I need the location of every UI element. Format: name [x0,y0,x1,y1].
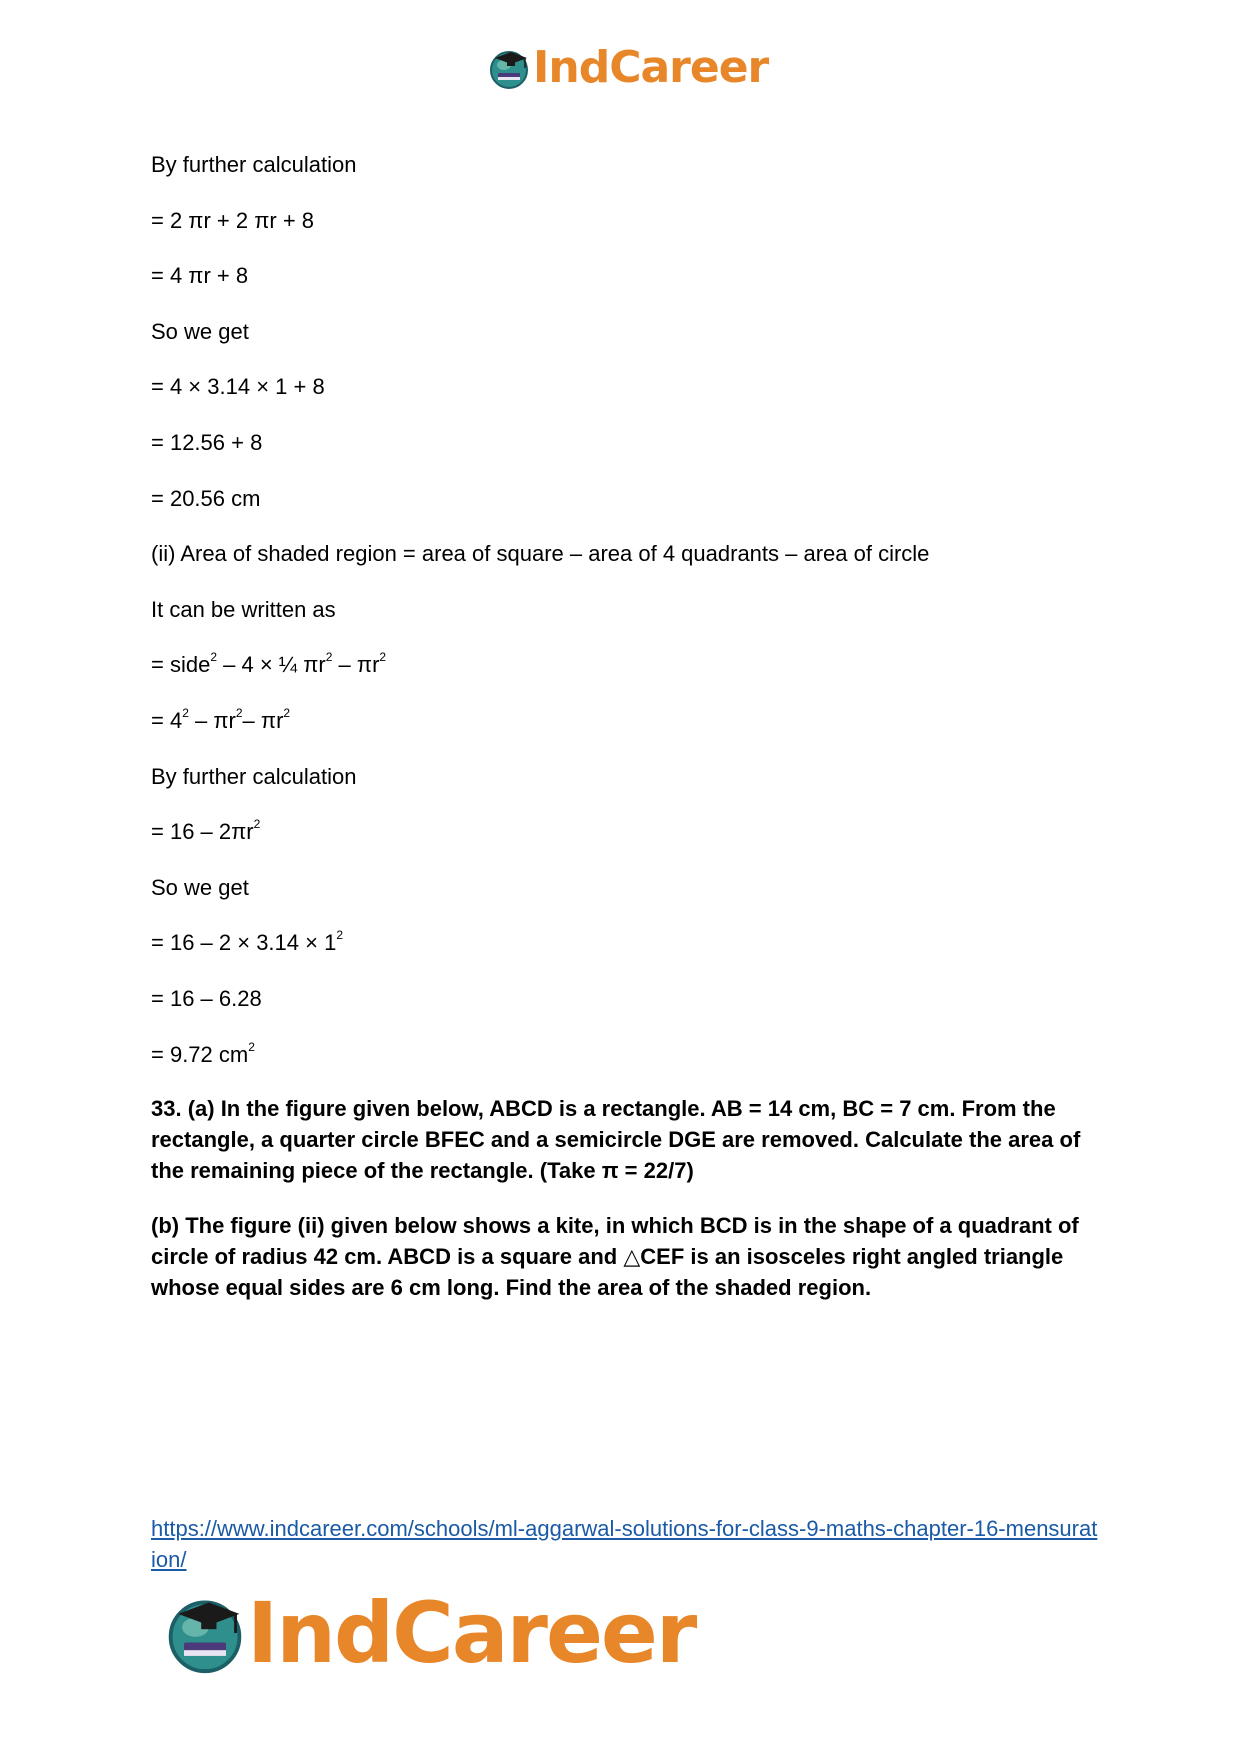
line-text: = 20.56 cm [151,486,261,511]
line-text: – πr [242,708,284,733]
solution-line [151,875,249,901]
header-logo [487,40,767,96]
solution-line [151,430,262,456]
solution-line [151,597,336,623]
line-text: By further calculation [151,764,357,789]
question-33a: 33. (a) In the figure given below, ABCD is a rectangle. AB = 14 cm, BC = 7 cm. From the rectangle, a quarter circle BFEC and a semicircle DGE are removed. Calculate the area of the remaining piece of the rectangle. (Take π = 22/7) [151,1096,1081,1183]
solution-line [151,649,387,678]
exponent: 2 [379,649,387,664]
line-text: = 2 πr + 2 πr + 8 [151,208,315,233]
source-link[interactable]: https://www.indcareer.com/schools/ml-aggarwal-solutions-for-class-9-maths-chapter-16-mensuration/ [151,1516,1098,1572]
line-text: (ii) Area of shaded region = area of square – area of 4 quadrants – area of circle [151,541,930,566]
line-text: = 9.72 cm [151,1042,249,1067]
solution-line [151,541,929,567]
line-text: = 4 [151,708,183,733]
exponent: 2 [336,927,344,942]
solution-line [151,986,262,1012]
line-text: = 4 × 3.14 × 1 + 8 [151,374,325,399]
exponent: 2 [325,649,333,664]
line-text: = 16 – 2πr [151,819,254,844]
solution-line [151,263,248,289]
solution-line [151,374,325,400]
footer-logo [163,1584,723,1682]
line-text: = 16 – 2 × 3.14 × 1 [151,930,337,955]
header-logo-text: IndCareer [533,42,769,93]
line-text: By further calculation [151,152,357,177]
line-text: = 4 πr + 8 [151,263,249,288]
exponent: 2 [235,705,243,720]
solution-line [151,764,356,790]
solution-line [151,927,344,956]
line-text: = 16 – 6.28 [151,986,262,1011]
line-text: – 4 × ¼ πr [217,652,326,677]
line-text: It can be written as [151,597,336,622]
exponent: 2 [182,705,189,720]
line-text: – πr [188,708,236,733]
solution-line [151,486,260,512]
line-text: So we get [151,319,249,344]
solution-line [151,816,261,845]
solution-line [151,1039,255,1068]
exponent: 2 [248,1039,255,1054]
solution-line [151,705,291,734]
solution-line [151,208,314,234]
logo-globe-icon [487,46,531,90]
solution-line [151,152,356,178]
footer-logo-globe-icon [163,1591,247,1675]
question-33b: (b) The figure (ii) given below shows a kite, in which BCD is in the shape of a quadrant of circle of radius 42 cm. ABCD is a square and △CEF is an isosceles right angled triangle whose equal sides are 6 cm long. Find the area of the shaded region. [151,1213,1079,1300]
solution-line [151,319,249,345]
line-text: = side [151,652,211,677]
exponent: 2 [283,705,291,720]
line-text: = 12.56 + 8 [151,430,263,455]
exponent: 2 [253,816,261,831]
line-text: So we get [151,875,249,900]
footer-logo-text: IndCareer [247,1584,696,1682]
line-text: – πr [332,652,380,677]
exponent: 2 [210,649,218,664]
